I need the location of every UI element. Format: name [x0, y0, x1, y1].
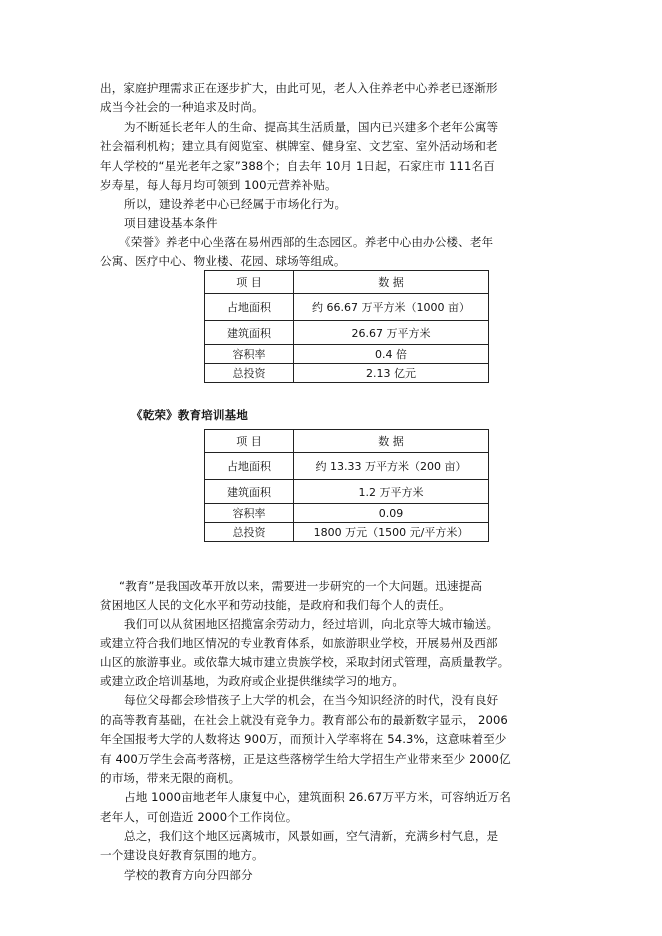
- paragraph-line: 公寓、医疗中心、物业楼、花园、球场等组成。: [100, 254, 346, 268]
- paragraph-line: 年全国报考大学的人数将达 900万，而预计入学率将在 54.3%，这意味着至少: [100, 732, 507, 746]
- paragraph-line: 一个建设良好教育氛围的地方。: [100, 848, 264, 862]
- paragraph-line: 为不断延长老年人的生命、提高其生活质量，国内已兴建多个老年公寓等: [124, 120, 499, 134]
- table-row: [205, 504, 489, 523]
- paragraph-line: 年人学校的“星光老年之家”388个；自去年 10月 1日起，石家庄市 111名百: [100, 159, 495, 173]
- paragraph-line: 我们可以从贫困地区招揽富余劳动力，经过培训，向北京等大城市输送。: [124, 617, 499, 631]
- table-header-cell: 数 据: [294, 430, 489, 453]
- table-row: [205, 480, 489, 504]
- table-cell: 建筑面积: [205, 480, 294, 504]
- table-cell: 容积率: [205, 345, 294, 364]
- table-cell: 总投资: [205, 523, 294, 542]
- table-row: [205, 453, 489, 480]
- paragraph-line: 或建立符合我们地区情况的专业教育体系，如旅游职业学校，开展易州及西部: [100, 636, 498, 650]
- paragraph-line: 有 400万学生会高考落榜，正是这些落榜学生给大学招生产业带来至少 2000亿: [100, 752, 511, 766]
- table-cell: 0.09: [294, 504, 489, 523]
- nursing-center-table: [204, 270, 489, 383]
- paragraph-line: 贫困地区人民的文化水平和劳动技能，是政府和我们每个人的责任。: [100, 598, 451, 612]
- paragraph-line: 山区的旅游事业。或依靠大城市建立贵族学校，采取封闭式管理，高质量教学。: [100, 655, 510, 669]
- table-cell: 占地面积: [205, 294, 294, 321]
- paragraph-line: 《荣誉》养老中心坐落在易州西部的生态园区。养老中心由办公楼、老年: [119, 235, 494, 249]
- table-row: [205, 345, 489, 364]
- paragraph-line: 或建立政企培训基地，为政府或企业提供继续学习的地方。: [100, 674, 405, 688]
- table-cell: 0.4 倍: [294, 345, 489, 364]
- table-cell: 1.2 万平方米: [294, 480, 489, 504]
- paragraph-line: 出，家庭护理需求正在逐步扩大，由此可见，老人入住养老中心养老已逐渐形: [100, 81, 498, 95]
- table-cell: 容积率: [205, 504, 294, 523]
- table-cell: 占地面积: [205, 453, 294, 480]
- table-row: [205, 523, 489, 542]
- table-cell: 约 66.67 万平方米（1000 亩）: [294, 294, 489, 321]
- table-cell: 1800 万元（1500 元/平方米）: [294, 523, 489, 542]
- section-heading: 项目建设基本条件: [124, 216, 218, 230]
- table-header-cell: 项 目: [205, 430, 294, 453]
- paragraph-line: 学校的教育方向分四部分: [124, 868, 253, 882]
- paragraph-line: 总之，我们这个地区远离城市，风景如画，空气清新，充满乡村气息，是: [124, 829, 499, 843]
- paragraph-line: 每位父母都会珍惜孩子上大学的机会，在当今知识经济的时代，没有良好: [124, 693, 499, 707]
- table-row: [205, 321, 489, 345]
- paragraph-line: 的市场，带来无限的商机。: [100, 771, 241, 785]
- table-header-row: [205, 271, 489, 294]
- paragraph-line: 社会福利机构；建立具有阅览室、棋牌室、健身室、文艺室、室外活动场和老: [100, 139, 498, 153]
- education-base-table: [204, 429, 489, 542]
- table-header-cell: 数 据: [294, 271, 489, 294]
- section-title: 《乾荣》教育培训基地: [131, 408, 248, 422]
- paragraph-line: 的高等教育基础，在社会上就没有竞争力。教育部公布的最新数字显示， 2006: [100, 713, 508, 727]
- paragraph-line: “教育”是我国改革开放以来，需要进一步研究的一个大问题。迅速提高: [119, 579, 483, 593]
- paragraph-line: 占地 1000亩地老年人康复中心，建筑面积 26.67万平方米，可容纳近万名: [124, 790, 511, 804]
- table-header-row: [205, 430, 489, 453]
- table-header-cell: 项 目: [205, 271, 294, 294]
- paragraph-line: 岁寿星，每人每月均可领到 100元营养补贴。: [100, 178, 337, 192]
- table-row: [205, 364, 489, 383]
- paragraph-line: 成当今社会的一种追求及时尚。: [100, 100, 264, 114]
- table-cell: 约 13.33 万平方米（200 亩）: [294, 453, 489, 480]
- table-row: [205, 294, 489, 321]
- table-cell: 建筑面积: [205, 321, 294, 345]
- paragraph-line: 老年人，可创造近 2000个工作岗位。: [100, 810, 298, 824]
- paragraph-line: 所以，建设养老中心已经属于市场化行为。: [124, 197, 347, 211]
- table-cell: 总投资: [205, 364, 294, 383]
- table-cell: 26.67 万平方米: [294, 321, 489, 345]
- table-cell: 2.13 亿元: [294, 364, 489, 383]
